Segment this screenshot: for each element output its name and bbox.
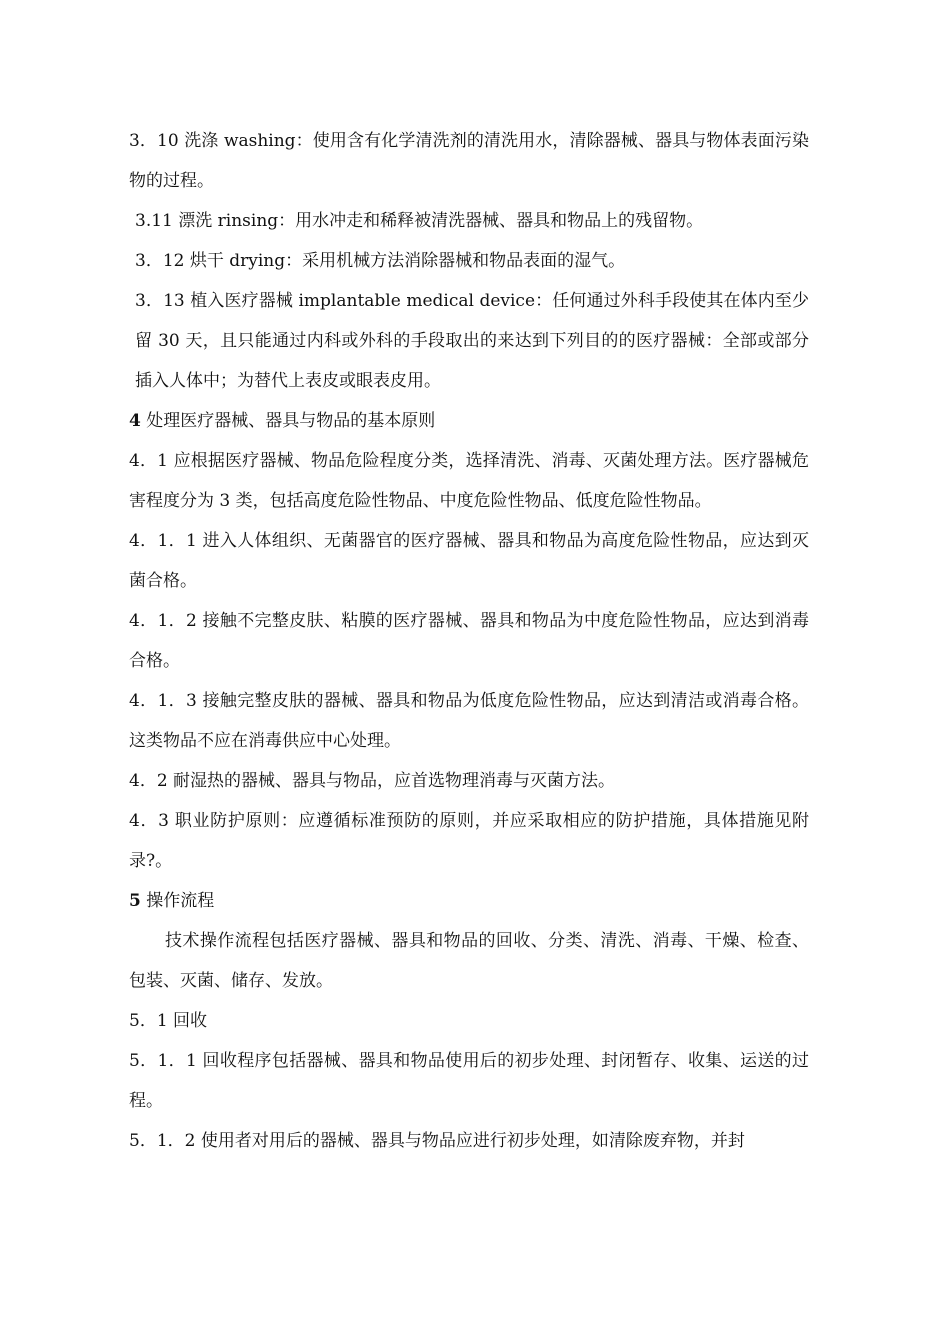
clause-4-1: 4．1 应根据医疗器械、物品危险程度分类，选择清洗、消毒、灭菌处理方法。医疗器械危害程度分为 3 类，包括高度危险性物品、中度危险性物品、低度危险性物品。	[129, 451, 809, 511]
clause-4-1-2: 4．1．2 接触不完整皮肤、粘膜的医疗器械、器具和物品为中度危险性物品，应达到消毒合格。	[129, 611, 809, 671]
clause-4-2: 4．2 耐湿热的器械、器具与物品，应首选物理消毒与灭菌方法。	[129, 771, 616, 791]
clause-3-11: 3.11 漂洗 rinsing：用水冲走和稀释被清洗器械、器具和物品上的残留物。	[135, 211, 704, 231]
section-5-intro: 技术操作流程包括医疗器械、器具和物品的回收、分类、清洗、消毒、干燥、检查、包装、灭菌、储存、发放。	[129, 931, 809, 991]
clause-3-12: 3．12 烘干 drying：采用机械方法消除器械和物品表面的湿气。	[135, 251, 626, 271]
clause-3-13: 3．13 植入医疗器械 implantable medical device：任何通过外科手段使其在体内至少留 30 天，且只能通过内科或外科的手段取出的来达到下列目的的医疗器械：全部或部分插入人体中；为替代上表皮或眼表皮用。	[135, 291, 809, 391]
section-5-title: 操作流程	[140, 891, 215, 911]
clause-4-3: 4．3 职业防护原则：应遵循标准预防的原则，并应采取相应的防护措施，具体措施见附录?。	[129, 811, 809, 871]
clause-4-1-3: 4．1．3 接触完整皮肤的器械、器具和物品为低度危险性物品，应达到清洁或消毒合格。这类物品不应在消毒供应中心处理。	[129, 691, 809, 751]
section-4-heading	[129, 401, 809, 441]
section-4-title: 处理医疗器械、器具与物品的基本原则	[140, 411, 436, 431]
section-5-heading	[129, 881, 809, 921]
document-page	[129, 121, 809, 1161]
clause-4-1-1: 4．1．1 进入人体组织、无菌器官的医疗器械、器具和物品为高度危险性物品，应达到灭菌合格。	[129, 531, 809, 591]
clause-3-10: 3．10 洗涤 washing：使用含有化学清洗剂的清洗用水，清除器械、器具与物体表面污染物的过程。	[129, 131, 809, 191]
section-4-number: 4	[129, 411, 141, 431]
clause-5-1: 5．1 回收	[129, 1011, 208, 1031]
clause-5-1-2: 5．1．2 使用者对用后的器械、器具与物品应进行初步处理，如清除废弃物，并封	[129, 1131, 745, 1151]
section-5-number: 5	[129, 891, 141, 911]
clause-5-1-1: 5．1．1 回收程序包括器械、器具和物品使用后的初步处理、封闭暂存、收集、运送的过程。	[129, 1051, 809, 1111]
